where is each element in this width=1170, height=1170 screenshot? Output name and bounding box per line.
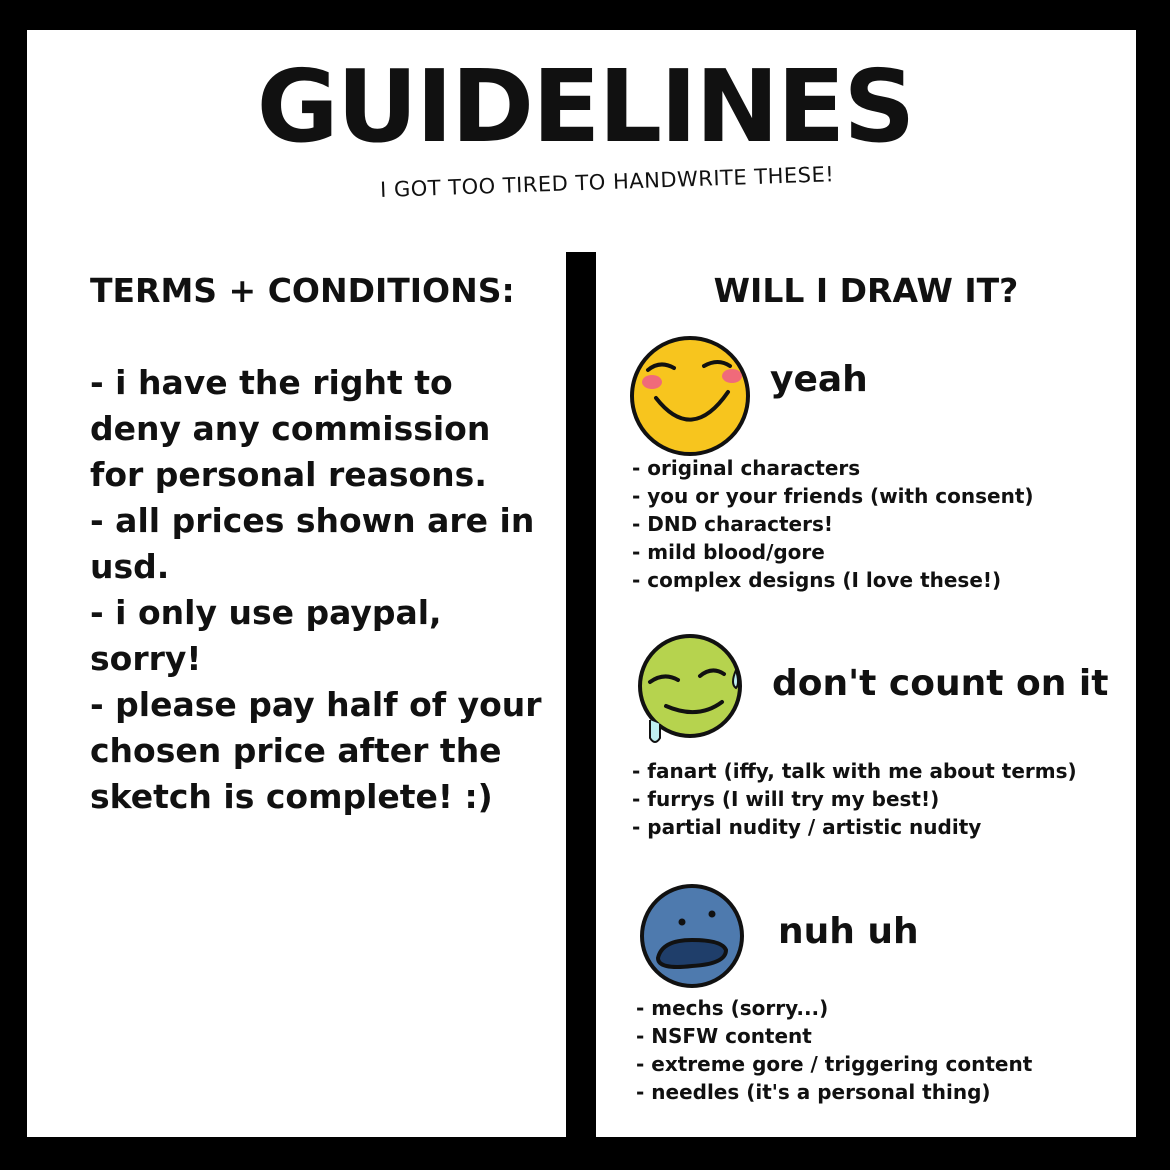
- page-subtitle: I GOT TOO TIRED TO HANDWRITE THESE!: [379, 162, 835, 203]
- terms-item: - i have the right to deny any commission for personal reasons.: [90, 363, 491, 494]
- list-item: - NSFW content: [636, 1024, 812, 1048]
- terms-item: - please pay half of your chosen price after the sketch is complete! :): [90, 685, 542, 816]
- terms-heading: TERMS + CONDITIONS:: [90, 271, 515, 310]
- category-list-maybe: [632, 757, 1077, 841]
- list-item: - DND characters!: [632, 512, 833, 536]
- list-item: - furrys (I will try my best!): [632, 787, 940, 811]
- list-item: - fanart (iffy, talk with me about terms): [632, 759, 1077, 783]
- list-item: - complex designs (I love these!): [632, 568, 1002, 592]
- list-item: - mechs (sorry...): [636, 996, 829, 1020]
- category-list-yeah: [632, 454, 1034, 594]
- list-item: - mild blood/gore: [632, 540, 825, 564]
- shocked-face-icon: [628, 884, 756, 990]
- list-item: - you or your friends (with consent): [632, 484, 1034, 508]
- terms-list: [90, 360, 550, 820]
- list-item: - extreme gore / triggering content: [636, 1052, 1033, 1076]
- list-item: - original characters: [632, 456, 861, 480]
- happy-face-icon: [626, 332, 754, 460]
- sweating-face-icon: [626, 634, 754, 750]
- category-label-nuh-uh: nuh uh: [778, 911, 919, 952]
- list-item: - partial nudity / artistic nudity: [632, 815, 982, 839]
- terms-item: - i only use paypal, sorry!: [90, 593, 442, 678]
- category-label-maybe: don't count on it: [772, 663, 1109, 704]
- page-title: GUIDELINES: [256, 48, 914, 165]
- terms-item: - all prices shown are in usd.: [90, 501, 535, 586]
- will-draw-heading: WILL I DRAW IT?: [713, 271, 1019, 310]
- category-list-nuh-uh: [636, 994, 1032, 1106]
- list-item: - needles (it's a personal thing): [636, 1080, 991, 1104]
- category-label-yeah: yeah: [770, 359, 868, 400]
